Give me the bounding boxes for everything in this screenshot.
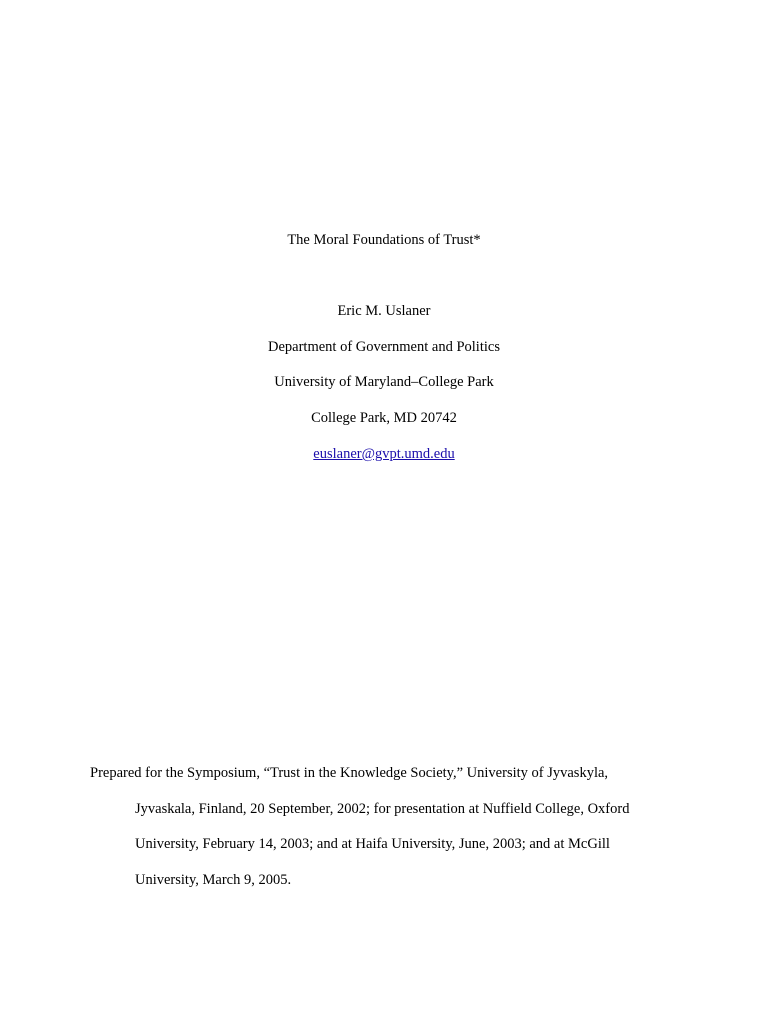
author-department: Department of Government and Politics [268, 339, 500, 355]
email-line [0, 446, 768, 463]
footnote-line-4: University, March 9, 2005. [135, 872, 292, 888]
author-address: College Park, MD 20742 [311, 410, 457, 426]
author-name: Eric M. Uslaner [337, 303, 431, 319]
footnote-line-2: Jyvaskala, Finland, 20 September, 2002; for presentation at Nuffield College, Oxford [135, 801, 630, 817]
footnote-line-1: Prepared for the Symposium, “Trust in the Knowledge Society,” University of Jyvaskyla, [90, 765, 609, 781]
footnote-line-3: University, February 14, 2003; and at Haifa University, June, 2003; and at McGill [135, 836, 610, 852]
author-email-link[interactable]: euslaner@gvpt.umd.edu [313, 446, 455, 462]
paper-title: The Moral Foundations of Trust* [287, 232, 481, 248]
author-university: University of Maryland–College Park [274, 374, 494, 390]
